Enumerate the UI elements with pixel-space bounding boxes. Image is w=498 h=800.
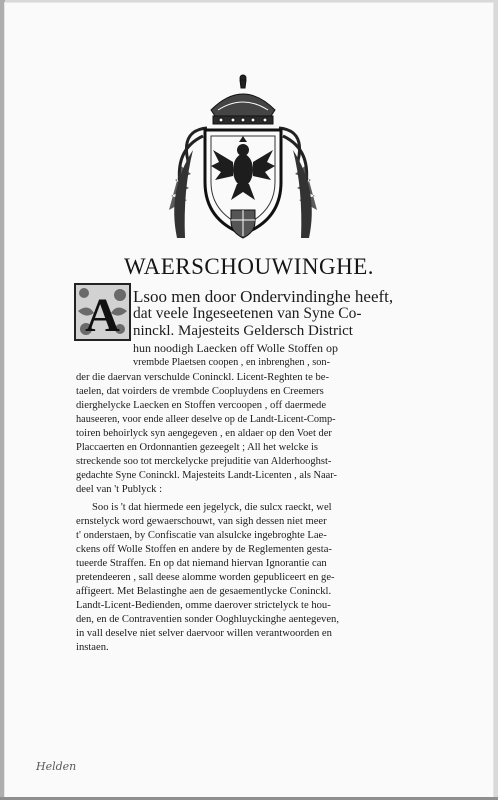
text-line: vrembde Plaetsen coopen , en inbrenghen , son- [133, 357, 331, 368]
handwritten-annotation: Helden [36, 760, 77, 773]
text-line: pretendeeren , sall deese alomme worden gepubliceert en ge- [76, 572, 335, 583]
coat-of-arms-emblem [163, 70, 323, 248]
text-line: affigeert. Met Belastinghe aen de gesaementlycke Coninckl. [76, 586, 332, 597]
text-line: instaen. [76, 642, 109, 653]
text-line: ckens off Wolle Stoffen en andere by de Reglementen gesta- [76, 544, 332, 555]
text-line: deel van 't Publyck : [76, 484, 163, 495]
text-line: hauseeren, voor ende alleer deselve op de Landt-Licent-Comp- [76, 414, 336, 425]
text-line: Soo is 't dat hiermede een jegelyck, die sulcx raeckt, wel [92, 502, 332, 513]
text-line: ernstelyck word gewaerschouwt, van sigh dessen niet meer [76, 516, 327, 527]
document-title: WAERSCHOUWINGHE. [123, 254, 375, 279]
text-line: in vall deselve niet selver daervoor willen verantwoorden en [76, 628, 332, 639]
text-line: den, en de Contraventien sonder Ooghluyckinghe aentegeven, [76, 614, 339, 625]
text-line: tueerde Straffen. En op dat niemand hiervan Ignorantie can [76, 558, 327, 569]
text-line: dat veele Ingeseetenen van Syne Co- [133, 305, 362, 322]
text-line: t' onderstaen, by Confiscatie van alsulcke ingebroghte Lae- [76, 530, 327, 541]
text-line: hun noodigh Laecken off Wolle Stoffen op [133, 341, 338, 355]
text-line: taelen, dat voirders de vrembde Coopluydens en Creemers [76, 386, 324, 397]
initial-letter: A [85, 289, 120, 341]
decorated-initial [74, 283, 131, 341]
text-line: ninckl. Majesteits Geldersch District [133, 323, 353, 339]
text-line: Placcaerten en Ordonnantien gezeegelt ; All het welcke is [76, 442, 318, 453]
text-line: streckende soo tot merckelycke prejuditie van Alderhooghst- [76, 456, 332, 467]
text-line: Lsoo men door Ondervindinghe heeft, [133, 287, 394, 306]
text-line: gedachte Syne Coninckl. Majesteits Landt-Licenten , als Naar- [76, 470, 337, 481]
text-line: Landt-Licent-Bedienden, omme daerover strictelyck te hou- [76, 600, 331, 611]
text-line: der die daervan verschulde Coninckl. Licent-Reghten te be- [76, 372, 329, 383]
text-line: dierghelycke Laecken en Stoffen vercoopen , off daermede [76, 400, 327, 411]
text-line: toiren behoirlyck syn aengegeven , en aldaer op den Voet der [76, 428, 332, 439]
